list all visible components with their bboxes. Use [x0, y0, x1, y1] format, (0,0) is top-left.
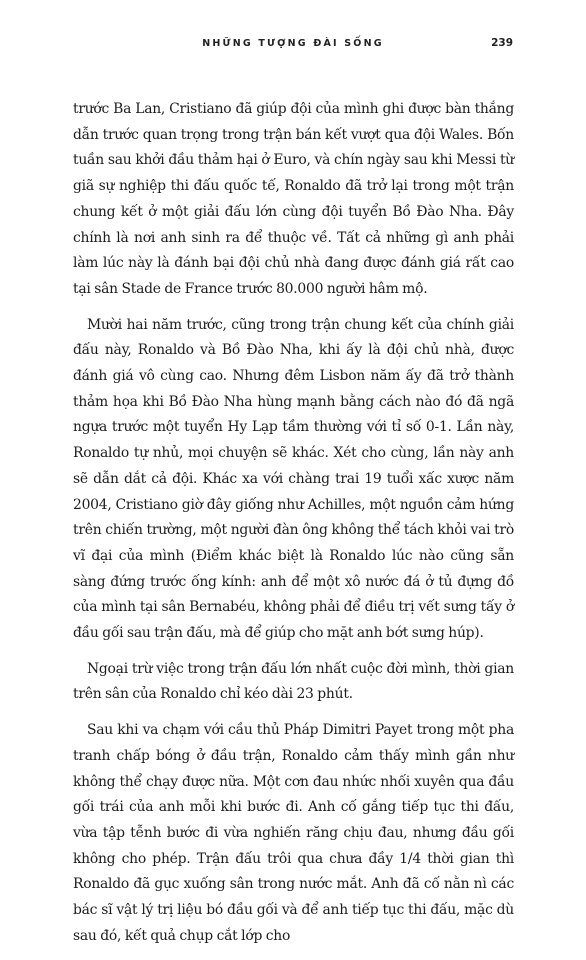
paragraph: Mười hai năm trước, cũng trong trận chung kết của chính giải đấu này, Ronaldo và Bồ Đào Nha, khi ấy là đội chủ nhà, được đánh giá vô cùng cao. Nhưng đêm Lisbon năm ấy đã trở thành thảm họa khi Bồ Đào Nha hùng mạnh bằng cách nào đó đã ngã ngựa trước một tuyển Hy Lạp tầm thường với tỉ số 0-1. Lần này, Ronaldo tự nhủ, mọi chuyện sẽ khác. Xét cho cùng, lần này anh sẽ dẫn dắt cả đội. Khác xa với chàng trai 19 tuổi xấc xược năm 2004, Cristiano giờ đây giống như Achilles, một nguồn cảm hứng trên chiến trường, một người đàn ông không thể tách khỏi vai trò vĩ đại của mình (Điểm khác biệt là Ronaldo lúc nào cũng sẵn sàng đứng trước ống kính: anh để một xô nước đá ở tủ đựng đồ của mình tại sân Bernabéu, không phải để điều trị vết sưng tấy ở đầu gối sau trận đấu, mà để giúp cho mặt anh bớt sưng húp).	[73, 316, 514, 642]
body-text	[73, 97, 514, 960]
paragraph: Ngoại trừ việc trong trận đấu lớn nhất cuộc đời mình, thời gian trên sân của Ronaldo chỉ kéo dài 23 phút.	[73, 660, 514, 703]
running-title: NHỮNG TƯỢNG ĐÀI SỐNG	[202, 38, 384, 49]
page-number: 239	[491, 37, 513, 49]
paragraph: Sau khi va chạm với cầu thủ Pháp Dimitri Payet trong một pha tranh chấp bóng ở đầu trận, Ronaldo cảm thấy mình gần như không thể chạy được nữa. Một cơn đau nhức nhối xuyên qua đầu gối trái của anh mỗi khi bước đi. Anh cố gắng tiếp tục thi đấu, vừa tập tễnh bước đi vừa nghiến răng chịu đau, nhưng đầu gối không cho phép. Trận đấu trôi qua chưa đầy 1/4 thời gian thì Ronaldo đã gục xuống sân trong nước mắt. Anh đã cố nằn nì các bác sĩ vật lý trị liệu bó đầu gối và để anh tiếp tục thi đấu, mặc dù sau đó, kết quả chụp cắt lớp cho	[73, 722, 514, 944]
page-header	[73, 38, 513, 58]
paragraph-continuation: trước Ba Lan, Cristiano đã giúp đội của mình ghi được bàn thắng dẫn trước quan trọng trong trận bán kết vượt qua đội Wales. Bốn tuần sau khởi đầu thảm hại ở Euro, và chín ngày sau khi Messi từ giã sự nghiệp thi đấu quốc tế, Ronaldo đã trở lại trong một trận chung kết ở một giải đấu lớn cùng đội tuyển Bồ Đào Nha. Đây chính là nơi anh sinh ra để thuộc về. Tất cả những gì anh phải làm lúc này là đánh bại đội chủ nhà đang được đánh giá rất cao tại sân Stade de France trước 80.000 người hâm mộ.	[73, 101, 514, 297]
